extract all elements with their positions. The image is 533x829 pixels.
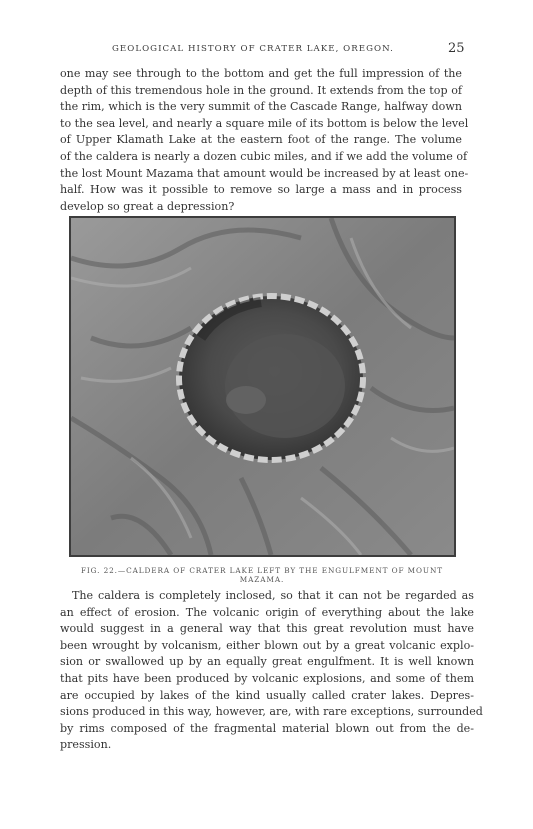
text-line: been wrought by volcanism, either blown out by a great volcanic explo- bbox=[60, 638, 474, 652]
text-line: the lost Mount Mazama that amount would be increased by at least one- bbox=[60, 166, 469, 180]
text-line: one may see through to the bottom and get the full impression of the bbox=[60, 67, 462, 80]
text-line: of Upper Klamath Lake at the eastern foot of the range. The volume bbox=[60, 133, 462, 147]
text-line: that pits have been produced by volcanic explosions, and some of them bbox=[60, 671, 474, 685]
text-line: are occupied by lakes of the kind usually called crater lakes. Depres- bbox=[60, 688, 474, 702]
text-line: the rim, which is the very summit of the Cascade Range, halfway down bbox=[60, 100, 462, 114]
text-line: half. How was it possible to remove so large a mass and in process bbox=[60, 183, 462, 197]
crater-photograph bbox=[69, 216, 456, 557]
text-line: depth of this tremendous hole in the ground. It extends from the top of bbox=[60, 83, 462, 97]
paragraph-2 bbox=[60, 588, 483, 754]
figure-caption: FIG. 22.—CALDERA OF CRATER LAKE LEFT BY THE ENGULFMENT OF MOUNT MAZAMA. bbox=[80, 566, 444, 584]
relief-model-image bbox=[71, 218, 454, 555]
text-line: pression. bbox=[60, 738, 112, 752]
paragraph-1 bbox=[60, 66, 469, 215]
text-line: develop so great a depression? bbox=[60, 199, 235, 213]
text-line: sion or swallowed up by an equally great engulfment. It is well known bbox=[60, 655, 474, 669]
running-head: GEOLOGICAL HISTORY OF CRATER LAKE, OREGON. bbox=[112, 44, 394, 54]
text-line: The caldera is completely inclosed, so that it can not be regarded as bbox=[72, 589, 474, 602]
page-number: 25 bbox=[448, 41, 465, 56]
text-line: of the caldera is nearly a dozen cubic miles, and if we add the volume of bbox=[60, 149, 468, 163]
text-line: to the sea level, and nearly a square mile of its bottom is below the level bbox=[60, 116, 469, 130]
text-line: by rims composed of the fragmental material blown out from the de- bbox=[60, 721, 474, 735]
text-line: would suggest in a general way that this great revolution must have bbox=[60, 622, 474, 636]
text-line: sions produced in this way, however, are, with rare exceptions, surrounded bbox=[60, 705, 483, 719]
text-line: an effect of erosion. The volcanic origin of everything about the lake bbox=[60, 605, 474, 619]
